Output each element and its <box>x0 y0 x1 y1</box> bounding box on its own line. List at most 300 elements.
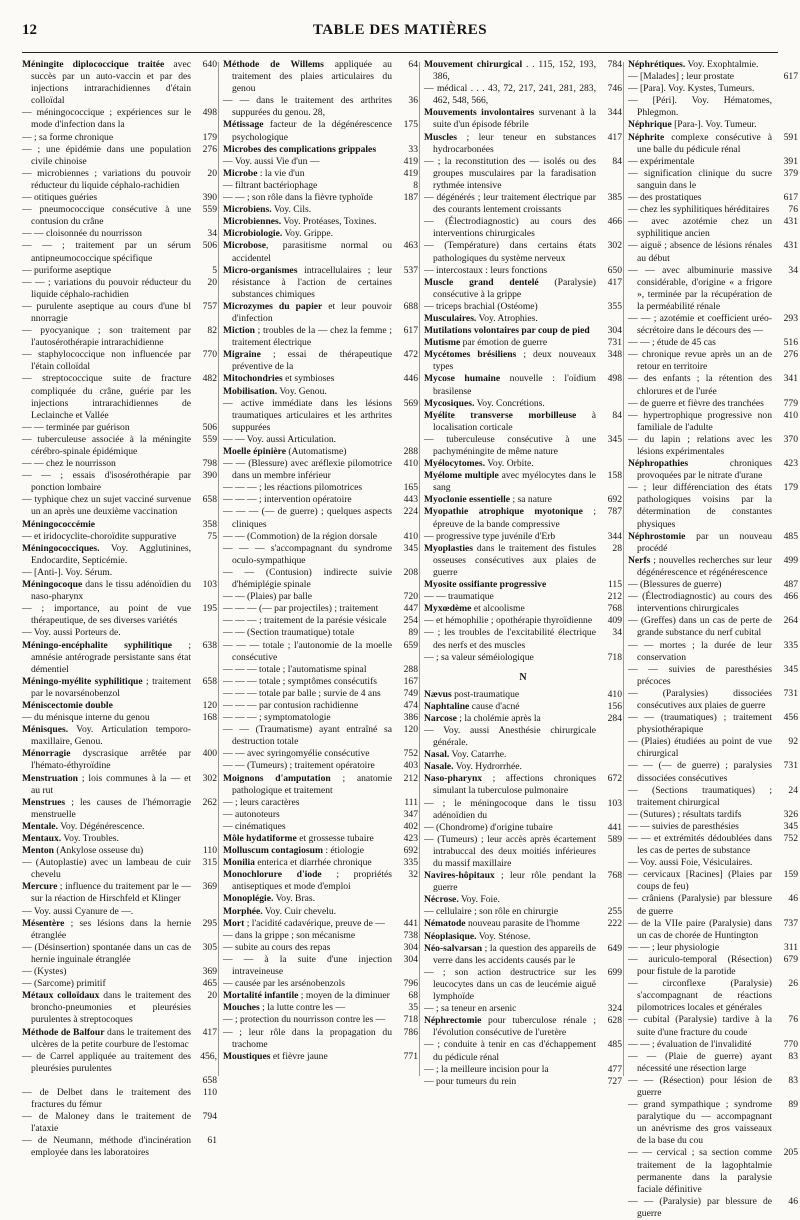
page-reference: 386 <box>403 712 418 724</box>
page-reference: 768 <box>607 870 622 882</box>
entry-text <box>223 918 392 930</box>
index-entry <box>628 736 798 760</box>
page-reference: 692 <box>607 494 622 506</box>
entry-description: — ; importance, au point de vue thérapeutique, de ses diverses variétés <box>22 603 191 627</box>
entry-keyword: Micro-organismes <box>223 264 298 276</box>
page-reference: 569 <box>403 397 418 409</box>
page-reference: 165 <box>403 482 418 494</box>
entry-text <box>22 301 191 325</box>
entry-keyword: Méningococcémie <box>22 518 95 530</box>
entry-text <box>628 434 772 458</box>
index-entry <box>22 990 217 1026</box>
index-entry <box>628 1147 798 1195</box>
entry-text <box>22 228 191 240</box>
entry-description: — — (Paralysie) par blessure de guerre <box>628 1195 772 1219</box>
index-entry <box>223 857 418 869</box>
entry-keyword: Miction <box>223 325 255 337</box>
entry-text <box>22 627 191 639</box>
entry-text <box>22 579 191 603</box>
index-entry <box>628 458 798 482</box>
entry-text <box>628 978 772 1014</box>
page-reference: 431 <box>783 216 798 228</box>
index-entry <box>22 627 217 639</box>
page-reference: 24 <box>788 784 798 796</box>
entry-description: — streptococcique suite de fracture compliquée du crâne, guérie par les injections intrarachidiennes de Leclainche et Vallée <box>22 373 191 421</box>
entry-text <box>223 228 392 240</box>
entry-keyword: Microbes des complications grippales <box>223 143 377 155</box>
index-entry <box>22 676 217 700</box>
page-reference: 752 <box>403 748 418 760</box>
entry-keyword: Néphrectomie <box>424 1015 482 1027</box>
index-entry <box>628 1014 798 1038</box>
entry-text <box>22 531 191 543</box>
index-entry <box>424 749 622 761</box>
entry-text <box>424 398 596 410</box>
entry-text <box>22 470 191 494</box>
entry-description: — ; leur rôle dans la propagation du trachome <box>223 1026 392 1050</box>
entry-keyword: Menstruation <box>22 772 78 784</box>
page-reference: 92 <box>788 736 798 748</box>
index-entry <box>22 1027 217 1051</box>
index-entry <box>223 893 418 905</box>
index-entry <box>223 216 418 228</box>
entry-text <box>424 458 596 470</box>
page-reference: 699 <box>607 966 622 978</box>
index-entry <box>22 978 217 990</box>
page-reference: 255 <box>607 906 622 918</box>
entry-text <box>22 204 191 228</box>
entry-text <box>628 95 772 119</box>
index-entry <box>223 325 418 349</box>
entry-description: Voy. Hydrorrhée. <box>453 761 522 773</box>
entry-text <box>628 216 772 240</box>
entry-text <box>22 192 191 204</box>
entry-text <box>22 773 191 797</box>
entry-text <box>223 446 392 458</box>
index-entry <box>628 712 798 736</box>
entry-text <box>424 543 596 579</box>
entry-text <box>223 664 392 676</box>
entry-description: ; troubles de la — chez la femme ; traitement électrique <box>232 325 392 349</box>
entry-text <box>223 349 392 373</box>
index-entry <box>22 204 217 228</box>
index-entry <box>22 144 217 168</box>
entry-keyword: Myosite ossifiante progressive <box>424 579 547 591</box>
index-entry <box>424 216 622 240</box>
entry-description: . . 115, 152, 193, 386, <box>433 59 596 83</box>
entry-text <box>424 531 596 543</box>
entry-description: — — Voy. aussi Articulation. <box>223 433 337 445</box>
entry-text <box>223 458 392 482</box>
entry-description: — — ; traitement par un sérum antipneumococcique spécifique <box>22 240 191 264</box>
index-entry <box>22 881 217 905</box>
entry-description: ; la lutte contre les — <box>259 1002 346 1014</box>
entry-keyword: Microzymes du papier <box>223 300 323 312</box>
entry-description: — — (Commotion) de la région dorsale <box>223 530 378 542</box>
page-reference: 466 <box>607 216 622 228</box>
entry-text <box>628 869 772 893</box>
entry-text <box>223 760 392 772</box>
entry-text <box>628 785 772 809</box>
index-entry <box>22 966 217 978</box>
index-entry <box>223 954 418 978</box>
entry-description: — cubital (Paralysie) tardive à la suite d'une fracture du coude <box>628 1014 772 1038</box>
page-reference: 344 <box>607 530 622 542</box>
entry-text <box>223 1014 392 1026</box>
index-entry <box>223 978 418 990</box>
entry-description: — — ; leur physiologie <box>628 941 720 953</box>
page-reference: 208 <box>403 566 418 578</box>
entry-keyword: Muscle grand dentelé <box>424 276 539 288</box>
entry-text <box>223 930 392 942</box>
page-reference: 410 <box>607 688 622 700</box>
page-reference: 409 <box>607 615 622 627</box>
index-entry <box>424 1039 622 1063</box>
entry-description: — — traumatique <box>424 591 494 603</box>
entry-text <box>223 712 392 724</box>
page-reference: 794 <box>202 1111 217 1123</box>
entry-description: — — (Contusion) indirecte suivie d'hémiplégie spinale <box>223 566 392 591</box>
entry-text <box>223 543 392 567</box>
entry-keyword: Narcose <box>424 712 457 724</box>
entry-text <box>424 59 596 83</box>
page-reference: 46 <box>788 893 798 905</box>
entry-description: — (Plaies) étudiées au point de vue chirurgical <box>628 736 772 760</box>
index-entry <box>223 712 418 724</box>
entry-text <box>424 822 596 834</box>
index-entry <box>22 458 217 470</box>
page-reference: 784 <box>607 59 622 70</box>
entry-text <box>22 1111 191 1135</box>
entry-keyword: Muscles <box>424 131 458 143</box>
entry-text <box>223 1027 392 1051</box>
entry-text <box>628 579 772 591</box>
entry-keyword: Néphropathies <box>628 458 689 470</box>
page-reference: 305 <box>202 941 217 953</box>
entry-text <box>22 857 191 881</box>
entry-text <box>424 434 596 458</box>
page-reference: 195 <box>202 603 217 615</box>
index-entry <box>424 192 622 216</box>
index-entry <box>223 676 418 688</box>
entry-description: Voy. Cils. <box>271 204 312 216</box>
entry-keyword: Mycose humaine <box>424 373 501 385</box>
entry-description: post-traumatique <box>451 688 520 700</box>
entry-text <box>223 531 392 543</box>
entry-description: — intercostaux : leurs fonctions <box>424 264 548 276</box>
page-reference: 746 <box>607 83 622 95</box>
page-reference: 288 <box>403 663 418 675</box>
entry-keyword: Méthode de Balfour <box>22 1026 105 1038</box>
entry-text <box>628 760 772 784</box>
entry-description: dyscrasique arrêtée par l'hémato-éthyroïdine <box>31 748 191 772</box>
entry-description: — [Péri]. Voy. Hématomes, Phlegmon. <box>628 95 772 119</box>
index-entry <box>223 748 418 760</box>
entry-description: — hypertrophique progressive non familiale de l'adulte <box>628 409 772 433</box>
entry-text <box>628 398 772 410</box>
entry-text <box>22 1087 191 1111</box>
entry-text <box>22 712 191 724</box>
entry-text <box>424 591 596 603</box>
page-number: 12 <box>22 22 37 38</box>
index-entry <box>22 748 217 772</box>
entry-description: — ; sa forme chronique <box>22 131 114 143</box>
page-reference: 516 <box>783 337 798 349</box>
entry-text <box>223 204 392 216</box>
page-reference: 628 <box>607 1015 622 1027</box>
index-entry <box>223 494 418 506</box>
page-reference: 276 <box>202 143 217 155</box>
entry-description: — (Kystes) <box>22 966 67 978</box>
page-reference: 5 <box>212 264 217 276</box>
page-reference: 36 <box>408 95 418 107</box>
entry-description: — — et extrémités dédoublées dans les cas de pertes de substance <box>628 833 772 857</box>
entry-text <box>424 906 596 918</box>
entry-keyword: Ménorragie <box>22 748 71 760</box>
entry-description: — — (Plaie de guerre) ayant nécessité une résection large <box>628 1050 772 1074</box>
entry-description: ; amnésie antérograde persistante sans état démentiel <box>31 639 191 675</box>
page-reference: 672 <box>607 773 622 785</box>
entry-text <box>424 192 596 216</box>
entry-keyword: Molluscum contagiosum <box>223 845 323 857</box>
index-entry <box>424 579 622 591</box>
page-reference: 417 <box>607 131 622 143</box>
entry-text <box>223 845 392 857</box>
entry-text <box>424 773 596 797</box>
page-reference: 410 <box>783 409 798 421</box>
entry-text <box>223 821 392 833</box>
entry-text <box>223 95 392 119</box>
entry-text <box>628 458 772 482</box>
entry-keyword: Mouvement chirurgical <box>424 59 523 70</box>
index-entry <box>424 713 622 725</box>
page-reference: 84 <box>612 155 622 167</box>
index-entry <box>22 942 217 966</box>
entry-text <box>628 833 772 857</box>
index-entry <box>424 410 622 434</box>
page-reference: 76 <box>788 204 798 216</box>
entry-keyword: Méthode de Willems <box>223 59 324 70</box>
entry-keyword: Monoplégie. <box>223 893 274 905</box>
index-entry <box>22 228 217 240</box>
entry-keyword: Mutisme <box>424 337 461 349</box>
page-reference: 658 <box>202 675 217 687</box>
entry-description: cause d'acné <box>469 700 520 712</box>
entry-text <box>22 107 191 131</box>
entry-text <box>628 156 772 168</box>
entry-keyword: Moustiques <box>223 1050 271 1062</box>
entry-description: ; essai de thérapeutique préventive de la <box>232 349 392 373</box>
entry-keyword: Navires-hôpitaux <box>424 870 495 882</box>
entry-text <box>424 579 596 591</box>
page-reference: 385 <box>607 192 622 204</box>
index-entry <box>424 373 622 397</box>
entry-keyword: Menton <box>22 845 54 857</box>
entry-text <box>223 240 392 264</box>
entry-description: — ; les troubles de l'excitabilité électrique des nerfs et des muscles <box>424 627 596 651</box>
index-entry <box>223 543 418 567</box>
page-reference: 224 <box>403 506 418 518</box>
index-entry <box>22 519 217 531</box>
page-reference: 417 <box>202 1026 217 1038</box>
index-entry <box>223 482 418 494</box>
page-reference: 768 <box>607 603 622 615</box>
entry-text <box>223 398 392 434</box>
page-reference: 477 <box>607 1063 622 1075</box>
index-entry <box>424 591 622 603</box>
page-reference: 89 <box>408 627 418 639</box>
entry-description: — — — par contusion rachidienne <box>223 699 359 711</box>
entry-keyword: Morphée. <box>223 905 263 917</box>
index-entry <box>223 228 418 240</box>
entry-text <box>628 313 772 337</box>
page-reference: 638 <box>202 639 217 651</box>
entry-description: pour tuberculose rénale ; l'évolution consécutive de l'uretère <box>433 1015 596 1039</box>
index-column-3 <box>424 59 622 1220</box>
index-entry <box>223 906 418 918</box>
page-reference: 423 <box>783 458 798 470</box>
page-header <box>22 22 778 44</box>
entry-description: — active immédiate dans les lésions traumatiques articulaires et les arthrites suppurées <box>223 397 392 433</box>
page-reference: 771 <box>403 1050 418 1062</box>
entry-description: : la vie d'un <box>257 167 305 179</box>
index-entry <box>223 845 418 857</box>
index-entry <box>223 773 418 797</box>
index-entry <box>424 531 622 543</box>
page-reference: 288 <box>403 446 418 457</box>
page-reference: 262 <box>202 796 217 808</box>
entry-text <box>424 931 596 943</box>
page-title: TABLE DES MATIÈRES <box>312 22 488 38</box>
entry-description: ; propriétés antiseptiques et mode d'emploi <box>232 869 393 893</box>
entry-text <box>223 893 392 905</box>
index-column-4 <box>628 59 798 1220</box>
entry-text <box>424 749 596 761</box>
entry-description: Voy. Agglutinines, Endocardite, Septicémie. <box>31 542 191 566</box>
entry-description: — ; leur différenciation des états pathologiques voisins par la détermination de constantes physiques <box>628 482 772 530</box>
index-entry <box>223 869 418 893</box>
entry-description: — pyocyanique ; son traitement par l'autosérothérapie intrarachidienne <box>22 325 191 349</box>
entry-keyword: Ménisques. <box>22 724 69 736</box>
entry-description: — chez les syphilitiques héréditaires <box>628 204 770 216</box>
entry-keyword: Méningocoque <box>22 579 83 591</box>
entry-text <box>424 689 596 701</box>
entry-text <box>628 337 772 349</box>
page-reference: 345 <box>607 433 622 445</box>
index-entry <box>223 398 418 434</box>
page-reference: 688 <box>403 300 418 312</box>
entry-keyword: Néphrite <box>628 131 665 143</box>
index-entry <box>22 857 217 881</box>
entry-text <box>22 59 191 107</box>
entry-text <box>424 1064 596 1076</box>
page-reference: 447 <box>403 603 418 615</box>
entry-keyword: Mycosiques. <box>424 397 475 409</box>
entry-description: — subite au cours des repas <box>223 941 331 953</box>
entry-description: — — dans le traitement des arthrites suppurées du genou. 28, <box>223 95 392 119</box>
entry-text <box>223 869 392 893</box>
index-entry <box>628 156 798 168</box>
entry-description: — pour tumeurs du rein <box>424 1075 517 1087</box>
index-entry <box>223 168 418 180</box>
page-reference: 304 <box>403 953 418 965</box>
index-entry <box>22 700 217 712</box>
page-reference: 737 <box>783 917 798 929</box>
page-reference: 120 <box>202 699 217 711</box>
entry-description: — — ; essais d'isosérothérapie par ponction lombaire <box>22 470 191 494</box>
entry-description: — ; une épidémie dans une population civile chinoise <box>22 143 191 167</box>
page-reference: 264 <box>783 615 798 627</box>
entry-text <box>22 833 191 845</box>
index-entry <box>22 422 217 434</box>
entry-description: — du lapin ; relations avec les lésions expérimentales <box>628 433 772 457</box>
page-reference: 591 <box>783 131 798 143</box>
entry-text <box>223 676 392 688</box>
index-entry <box>22 265 217 277</box>
page-reference: 8 <box>413 179 418 191</box>
index-entry <box>628 95 798 119</box>
entry-description: — ; conduite à tenir en cas d'échappement du pédicule rénal <box>424 1039 596 1063</box>
entry-description: — (Sections traumatiques) ; traitement chirurgical <box>628 784 772 808</box>
page-reference: 559 <box>202 204 217 216</box>
entry-description: — — mortes ; la durée de leur conservation <box>628 639 772 663</box>
entry-description: (Automatisme) <box>285 446 347 457</box>
entry-text <box>424 349 596 373</box>
index-entry <box>424 798 622 822</box>
entry-description: — de Carrel appliquée au traitement des pleurésies purulentes <box>22 1050 191 1074</box>
entry-keyword: Nécrose. <box>424 894 459 906</box>
page-reference: 423 <box>403 833 418 844</box>
entry-text <box>223 773 392 797</box>
entry-text <box>424 615 596 627</box>
entry-text <box>223 325 392 349</box>
entry-description: — staphylococcique non influencée par l'étain colloïdal <box>22 349 191 373</box>
entry-description: — de guerre et fièvre des tranchées <box>628 397 764 409</box>
entry-description: ; moyen de la diminuer <box>298 990 390 1002</box>
entry-keyword: Microbiologie. <box>223 228 283 240</box>
index-entry <box>223 301 418 325</box>
entry-description: (Paralysie) consécutive à la grippe <box>433 276 596 300</box>
entry-keyword: Môle hydatiforme <box>223 833 297 844</box>
page-reference: 75 <box>207 530 217 542</box>
index-entry <box>22 567 217 579</box>
index-entry <box>22 797 217 821</box>
entry-keyword: Moelle épinière <box>223 446 286 457</box>
index-entry <box>223 821 418 833</box>
entry-description: — ; protection du nourrisson contre les — <box>223 1014 386 1026</box>
entry-text <box>22 434 191 458</box>
entry-description: — auriculo-temporal (Résection) pour fistule de la parotide <box>628 953 772 978</box>
entry-description: — causée par les arsénobenzols <box>223 978 346 990</box>
index-entry <box>22 1087 217 1111</box>
entry-text <box>22 966 191 978</box>
entry-text <box>22 797 191 821</box>
entry-description: — méningococcique ; expériences sur le mode d'infection dans la <box>22 107 191 131</box>
page-reference: 324 <box>607 1003 622 1015</box>
entry-keyword: Microbiens. <box>223 204 272 216</box>
entry-text <box>223 615 392 627</box>
entry-description: — des enfants ; la rétention des chlorures et de l'urée <box>628 373 772 397</box>
entry-keyword: Mésentère <box>22 917 65 929</box>
entry-description: nouvelle : l'oïdium brasilense <box>433 373 596 397</box>
index-entry <box>223 1051 418 1063</box>
entry-text <box>628 640 772 664</box>
entry-description: Voy. Troubles. <box>61 833 119 844</box>
page-reference: 537 <box>403 264 418 276</box>
page-reference: 640 <box>202 59 217 70</box>
page-reference: 499 <box>783 554 798 566</box>
entry-text <box>223 688 392 700</box>
